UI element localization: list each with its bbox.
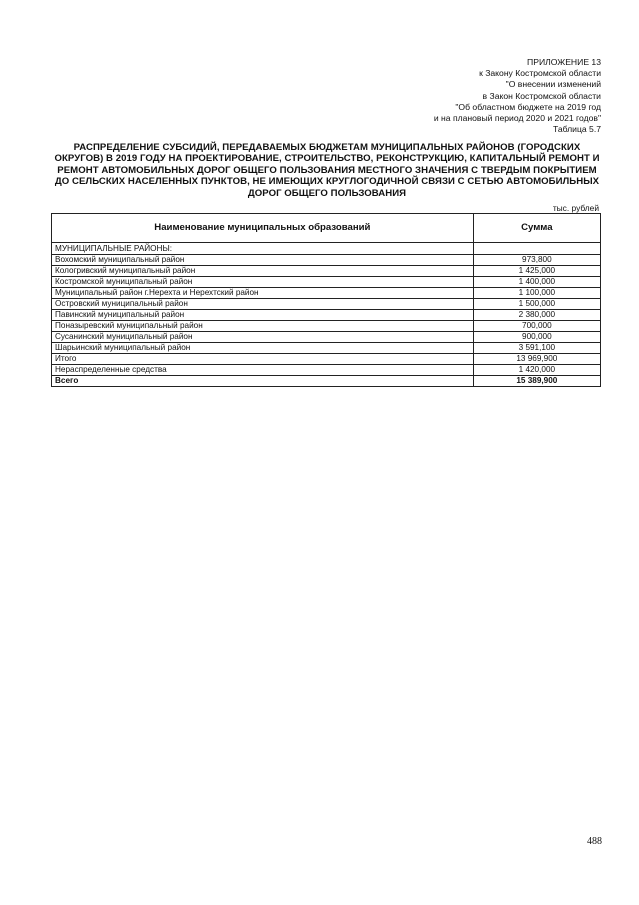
table-row — [52, 343, 601, 354]
title-line: ДОРОГ ОБЩЕГО ПОЛЬЗОВАНИЯ — [247, 187, 407, 199]
row-name: Муниципальный район г.Нерехта и Нерехтский район — [52, 288, 474, 299]
table-row — [52, 255, 601, 266]
row-name: Кологривский муниципальный район — [52, 266, 474, 277]
appendix-line: и на плановый период 2020 и 2021 годов" — [433, 113, 601, 124]
appendix-header — [434, 57, 601, 135]
title-line: РАСПРЕДЕЛЕНИЕ СУБСИДИЙ, ПЕРЕДАВАЕМЫХ БЮДЖЕТАМ МУНИЦИПАЛЬНЫХ РАЙОНОВ (ГОРОДСКИХ — [73, 142, 581, 153]
total-label: Всего — [52, 376, 474, 387]
row-name: Сусанинский муниципальный район — [52, 332, 474, 343]
title-line: ОКРУГОВ) В 2019 ГОДУ НА ПРОЕКТИРОВАНИЕ, СТРОИТЕЛЬСТВО, РЕКОНСТРУКЦИЮ, КАПИТАЛЬНЫЙ РЕМОНТ И — [54, 153, 600, 165]
appendix-line: "О внесении изменений — [505, 79, 601, 90]
row-sum: 1 400,000 — [473, 277, 600, 288]
subsidy-table — [51, 213, 601, 387]
row-sum: 1 425,000 — [473, 266, 600, 277]
row-name: Нераспределенные средства — [52, 365, 474, 376]
column-header-name: Наименование муниципальных образований — [52, 214, 474, 243]
row-sum: 973,800 — [473, 255, 600, 266]
table-row — [52, 321, 601, 332]
row-name: Поназыревский муниципальный район — [52, 321, 474, 332]
column-header-sum: Сумма — [473, 214, 600, 243]
row-name: Итого — [52, 354, 474, 365]
row-sum: 3 591,100 — [473, 343, 600, 354]
section-row — [52, 243, 601, 255]
appendix-line: "Об областном бюджете на 2019 год — [455, 101, 601, 112]
total-row — [52, 376, 601, 387]
appendix-line: ПРИЛОЖЕНИЕ 13 — [527, 57, 601, 67]
appendix-line: к Закону Костромской области — [479, 68, 601, 79]
row-name: Костромской муниципальный район — [52, 277, 474, 288]
table-number: Таблица 5.7 — [552, 124, 601, 135]
units-label: тыс. рублей — [552, 203, 599, 213]
row-name: Шарьинский муниципальный район — [52, 343, 474, 354]
document-title — [48, 142, 606, 199]
table-row — [52, 299, 601, 310]
row-sum: 900,000 — [473, 332, 600, 343]
total-sum: 15 389,900 — [473, 376, 600, 387]
title-line: ДО СЕЛЬСКИХ НАСЕЛЕННЫХ ПУНКТОВ, НЕ ИМЕЮЩИХ КРУГЛОГОДИЧНОЙ СВЯЗИ С СЕТЬЮ АВТОМОБИЛЬНЫХ — [54, 176, 600, 188]
section-sum-empty — [473, 243, 600, 255]
row-sum: 2 380,000 — [473, 310, 600, 321]
row-sum: 700,000 — [473, 321, 600, 332]
row-name: Островский муниципальный район — [52, 299, 474, 310]
row-sum: 1 100,000 — [473, 288, 600, 299]
title-line: РЕМОНТ АВТОМОБИЛЬНЫХ ДОРОГ ОБЩЕГО ПОЛЬЗОВАНИЯ МЕСТНОГО ЗНАЧЕНИЯ С ТВЕРДЫМ ПОКРЫТИЕМ — [57, 164, 597, 176]
table-row — [52, 310, 601, 321]
row-name: Вохомский муниципальный район — [52, 255, 474, 266]
row-sum: 1 420,000 — [473, 365, 600, 376]
table-row — [52, 332, 601, 343]
table-row — [52, 288, 601, 299]
subtotal-row — [52, 354, 601, 365]
table-row — [52, 365, 601, 376]
row-sum: 13 969,900 — [473, 354, 600, 365]
appendix-line: в Закон Костромской области — [482, 90, 601, 101]
row-sum: 1 500,000 — [473, 299, 600, 310]
table-row — [52, 266, 601, 277]
section-label: МУНИЦИПАЛЬНЫЕ РАЙОНЫ: — [52, 243, 474, 255]
table-header-row — [52, 214, 601, 243]
table-row — [52, 277, 601, 288]
page-number: 488 — [587, 836, 602, 847]
row-name: Павинский муниципальный район — [52, 310, 474, 321]
